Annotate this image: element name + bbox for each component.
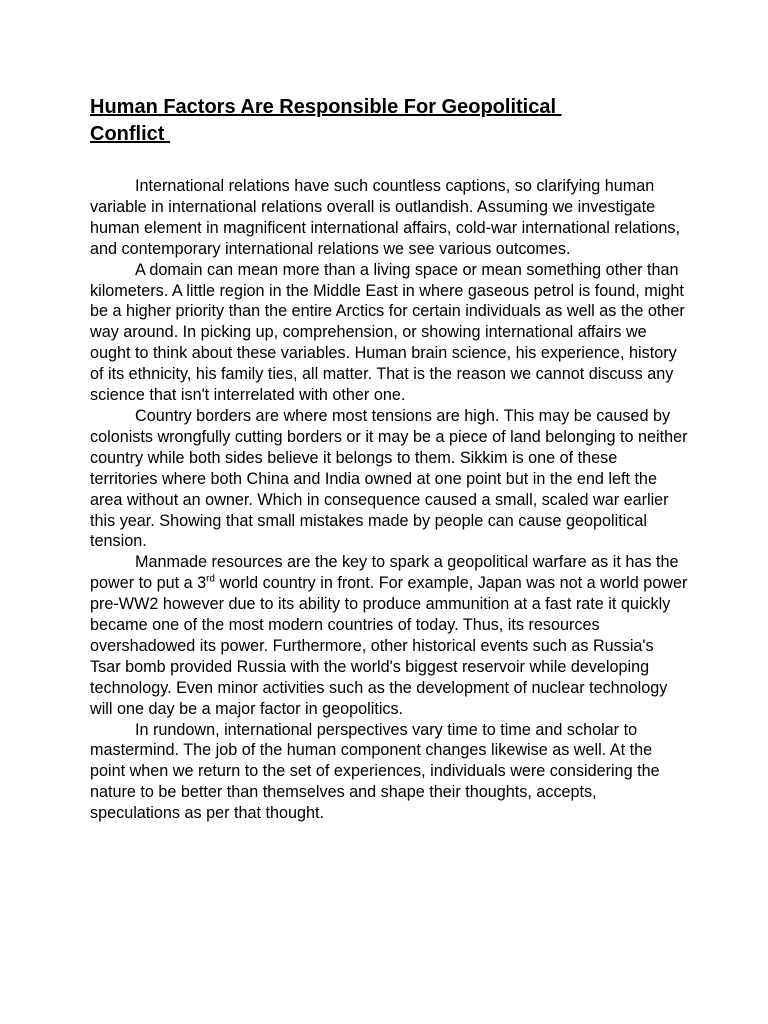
paragraph-4 — [90, 552, 688, 719]
document-page — [90, 94, 688, 824]
paragraph-1: International relations have such countless captions, so clarifying human variable in international relations overall is outlandish. Assuming we investigate human element in magnificent international affairs, cold-war international relations, and contemporary international relations we see various outcomes. — [90, 177, 680, 258]
paragraph-4-before: Manmade resources are the key to spark a geopolitical warfare as it has the power to put a 3 — [90, 553, 679, 593]
title-line-2: Conflict — [90, 123, 170, 145]
paragraph-4-after: world country in front. For example, Japan was not a world power pre-WW2 however due to its ability to produce ammunition at a fast rate it quickly became one of the most modern countries of today. Thus, its resources overshadowed its power. Furthermore, other historical events such as Russia's Tsar bomb provided Russia with the world's biggest reservoir while developing technology. Even minor activities such as the development of nuclear technology will one day be a major factor in geopolitics. — [90, 574, 688, 718]
paragraph-3: Country borders are where most tensions are high. This may be caused by colonists wrongfully cutting borders or it may be a piece of land belonging to neither country while both sides believe it belongs to them. Sikkim is one of these territories where both China and India owned at one point but in the end left the area without an owner. Which in consequence caused a small, scaled war earlier this year. Showing that small mistakes made by people can cause geopolitical tension. — [90, 406, 688, 551]
ordinal-superscript: rd — [206, 573, 215, 585]
paragraph-2: A domain can mean more than a living space or mean something other than kilometers. A little region in the Middle East in where gaseous petrol is found, might be a higher priority than the entire Arctics for certain individuals as well as the other way around. In picking up, comprehension, or showing international affairs we ought to think about these variables. Human brain science, his experience, history of its ethnicity, his family ties, all matter. That is the reason we cannot discuss any science that isn't interrelated with other one. — [90, 260, 685, 405]
title-line-1: Human Factors Are Responsible For Geopolitical — [90, 96, 562, 118]
title-spacer — [90, 148, 688, 176]
document-title — [90, 94, 688, 148]
paragraph-5: In rundown, international perspectives vary time to time and scholar to mastermind. The job of the human component changes likewise as well. At the point when we return to the set of experiences, individuals were considering the nature to be better than themselves and shape their thoughts, accepts, speculations as per that thought. — [90, 720, 660, 823]
